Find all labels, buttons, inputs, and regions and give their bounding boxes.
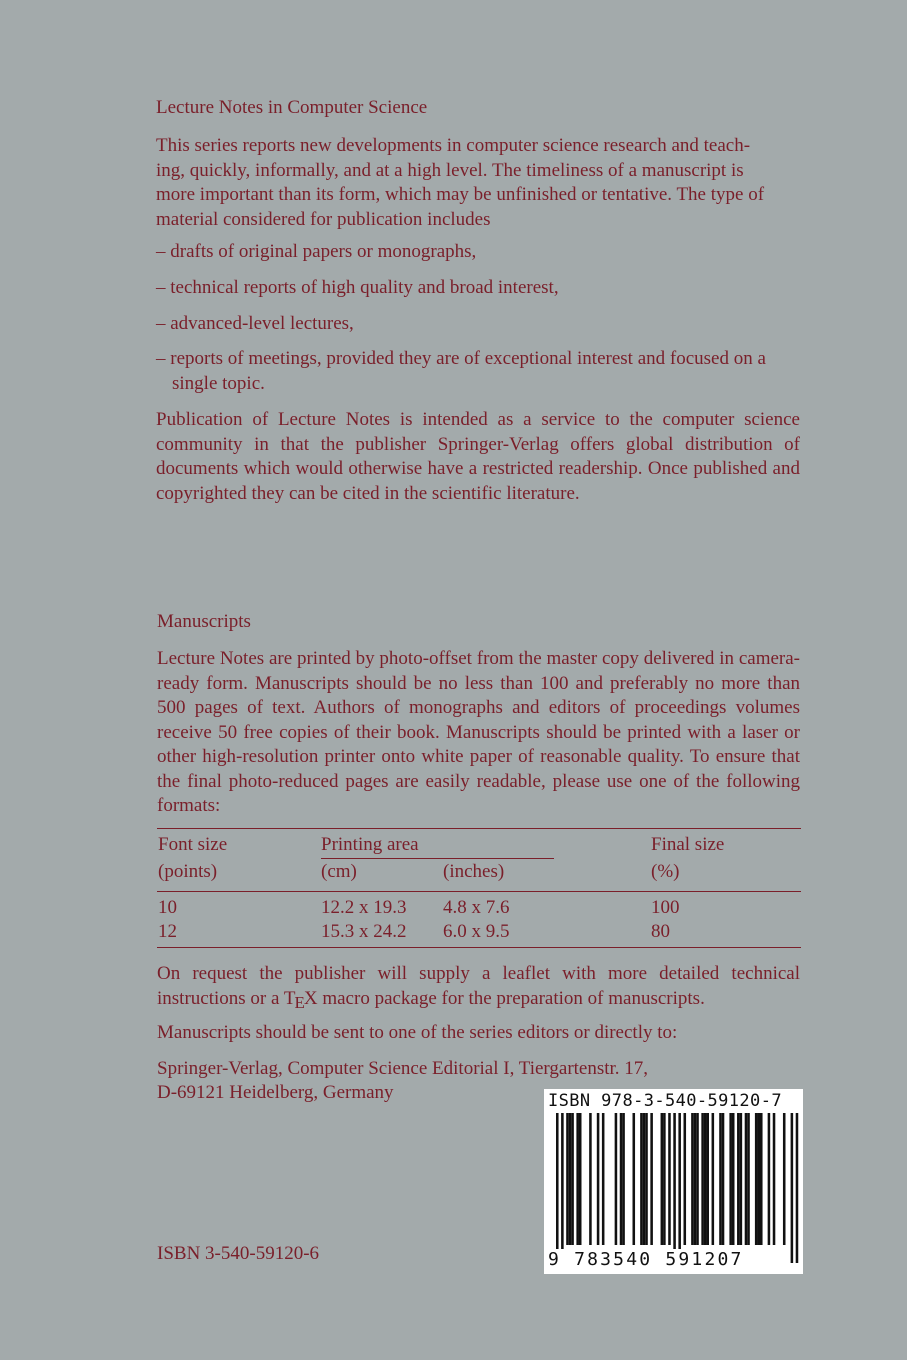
barcode-bar bbox=[576, 1113, 579, 1245]
list-item: – reports of meetings, provided they are of exceptional interest and focused on a single topic. bbox=[156, 348, 766, 394]
isbn-10: ISBN 3-540-59120-6 bbox=[157, 1243, 320, 1264]
header-percent: (%) bbox=[651, 861, 680, 882]
header-final-size: Final size bbox=[651, 834, 725, 855]
cell-cm: 12.2 x 19.3 bbox=[321, 897, 407, 918]
header-inches: (inches) bbox=[443, 861, 505, 882]
intro-line: This series reports new developments in computer science research and teach- bbox=[156, 135, 751, 156]
barcode-bar bbox=[650, 1113, 653, 1245]
barcode-bar bbox=[673, 1113, 676, 1263]
tex-logo: TEX bbox=[283, 987, 318, 1012]
barcode-bar bbox=[768, 1113, 771, 1245]
barcode-bar bbox=[622, 1113, 625, 1245]
cell-points: 10 bbox=[158, 897, 177, 918]
request-text: On request the publisher will supply a leaflet with more detailed technical instructions or a bbox=[157, 963, 800, 1009]
barcode-bar bbox=[719, 1113, 722, 1245]
header-font-size: Font size bbox=[158, 834, 228, 855]
intro-line: material considered for publication includes bbox=[156, 208, 491, 230]
barcode-bar bbox=[571, 1113, 574, 1245]
barcode-bar bbox=[729, 1113, 732, 1245]
barcode-bar bbox=[694, 1113, 697, 1245]
barcode-bar bbox=[684, 1113, 687, 1245]
barcode-bar bbox=[633, 1113, 636, 1245]
barcode-bar bbox=[737, 1113, 740, 1245]
header-cm: (cm) bbox=[321, 861, 357, 882]
manuscripts-paragraph: Lecture Notes are printed by photo-offset from the master copy delivered in camera-ready form. Manuscripts should be no less than 100 and preferably no more than 500 pages of text. Authors of monographs and editors of proceedings volumes receive 50 free copies of their book. Manuscripts should be printed with a laser or other high-resolution printer onto white paper of reasonable quality. To ensure that the final photo-reduced pages are easily readable, please use one of the following formats: bbox=[157, 648, 800, 816]
barcode-bar bbox=[760, 1113, 763, 1245]
barcode-bar bbox=[722, 1113, 725, 1245]
barcode bbox=[544, 1089, 803, 1274]
address-line: Springer-Verlag, Computer Science Editorial I, Tiergartenstr. 17, bbox=[157, 1058, 649, 1079]
send-to-line: Manuscripts should be sent to one of the series editors or directly to: bbox=[157, 1022, 678, 1043]
intro-line: ing, quickly, informally, and at a high level. The timeliness of a manuscript is bbox=[156, 159, 744, 181]
table-rule-top bbox=[157, 828, 801, 829]
barcode-bar bbox=[589, 1113, 592, 1245]
barcode-bar bbox=[645, 1113, 648, 1245]
barcode-bar bbox=[566, 1113, 569, 1245]
barcode-bar bbox=[691, 1113, 694, 1245]
barcode-bar bbox=[740, 1113, 743, 1245]
list-item: – drafts of original papers or monographs, bbox=[156, 241, 477, 262]
barcode-bar bbox=[643, 1113, 646, 1245]
barcode-bar bbox=[747, 1113, 750, 1245]
series-title: Lecture Notes in Computer Science bbox=[156, 97, 428, 118]
list-item: – technical reports of high quality and broad interest, bbox=[156, 277, 559, 298]
request-paragraph bbox=[157, 962, 800, 1011]
barcode-bar bbox=[712, 1113, 715, 1245]
barcode-bar bbox=[640, 1113, 643, 1245]
cell-points: 12 bbox=[158, 921, 177, 942]
barcode-bar bbox=[556, 1113, 559, 1263]
barcode-bar bbox=[661, 1113, 664, 1245]
barcode-bar bbox=[561, 1113, 564, 1263]
barcode-bar bbox=[791, 1113, 794, 1263]
barcode-bar bbox=[597, 1113, 600, 1245]
barcode-bar bbox=[745, 1113, 748, 1245]
barcode-bar bbox=[706, 1113, 709, 1245]
ean-digits: 9 783540 591207 bbox=[548, 1249, 744, 1270]
table-rule-bottom bbox=[157, 947, 801, 948]
header-points: (points) bbox=[158, 861, 218, 882]
barcode-bar bbox=[757, 1113, 760, 1245]
list-item: – advanced-level lectures, bbox=[156, 313, 354, 334]
intro-line: more important than its form, which may be unfinished or tentative. The type of bbox=[156, 184, 765, 205]
cell-final: 80 bbox=[651, 921, 670, 942]
barcode-bar bbox=[602, 1113, 605, 1245]
barcode-bar bbox=[668, 1113, 671, 1245]
barcode-bar bbox=[732, 1113, 735, 1245]
table-rule-mid bbox=[157, 891, 801, 892]
barcode-bar bbox=[796, 1113, 799, 1263]
barcode-bar bbox=[579, 1113, 582, 1245]
barcode-bar bbox=[704, 1113, 707, 1245]
barcode-bars bbox=[544, 1089, 803, 1274]
request-text-end: macro package for the preparation of manuscripts. bbox=[322, 987, 705, 1009]
cell-inches: 4.8 x 7.6 bbox=[443, 897, 510, 918]
barcode-bar bbox=[678, 1113, 681, 1263]
barcode-bar bbox=[620, 1113, 623, 1245]
header-printing-area: Printing area bbox=[321, 834, 419, 855]
address-line: D-69121 Heidelberg, Germany bbox=[157, 1082, 394, 1103]
barcode-bar bbox=[569, 1113, 572, 1245]
barcode-bar bbox=[615, 1113, 618, 1245]
cell-final: 100 bbox=[651, 897, 680, 918]
isbn-13-label: ISBN 978-3-540-59120-7 bbox=[548, 1091, 782, 1111]
barcode-bar bbox=[701, 1113, 704, 1245]
barcode-bar bbox=[755, 1113, 758, 1245]
barcode-bar bbox=[663, 1113, 666, 1245]
barcode-bar bbox=[783, 1113, 786, 1245]
cell-inches: 6.0 x 9.5 bbox=[443, 921, 510, 942]
publication-paragraph: Publication of Lecture Notes is intended as a service to the computer science community in that the publisher Springer-Verlag offers global distribution of documents which would otherwise have a restricted readership. Once published and copyrighted they can be cited in the scientific literature. bbox=[156, 409, 800, 504]
barcode-bar bbox=[696, 1113, 699, 1245]
table-rule-sub bbox=[321, 858, 554, 859]
barcode-bar bbox=[773, 1113, 776, 1245]
manuscripts-title: Manuscripts bbox=[157, 611, 251, 632]
cell-cm: 15.3 x 24.2 bbox=[321, 921, 407, 942]
